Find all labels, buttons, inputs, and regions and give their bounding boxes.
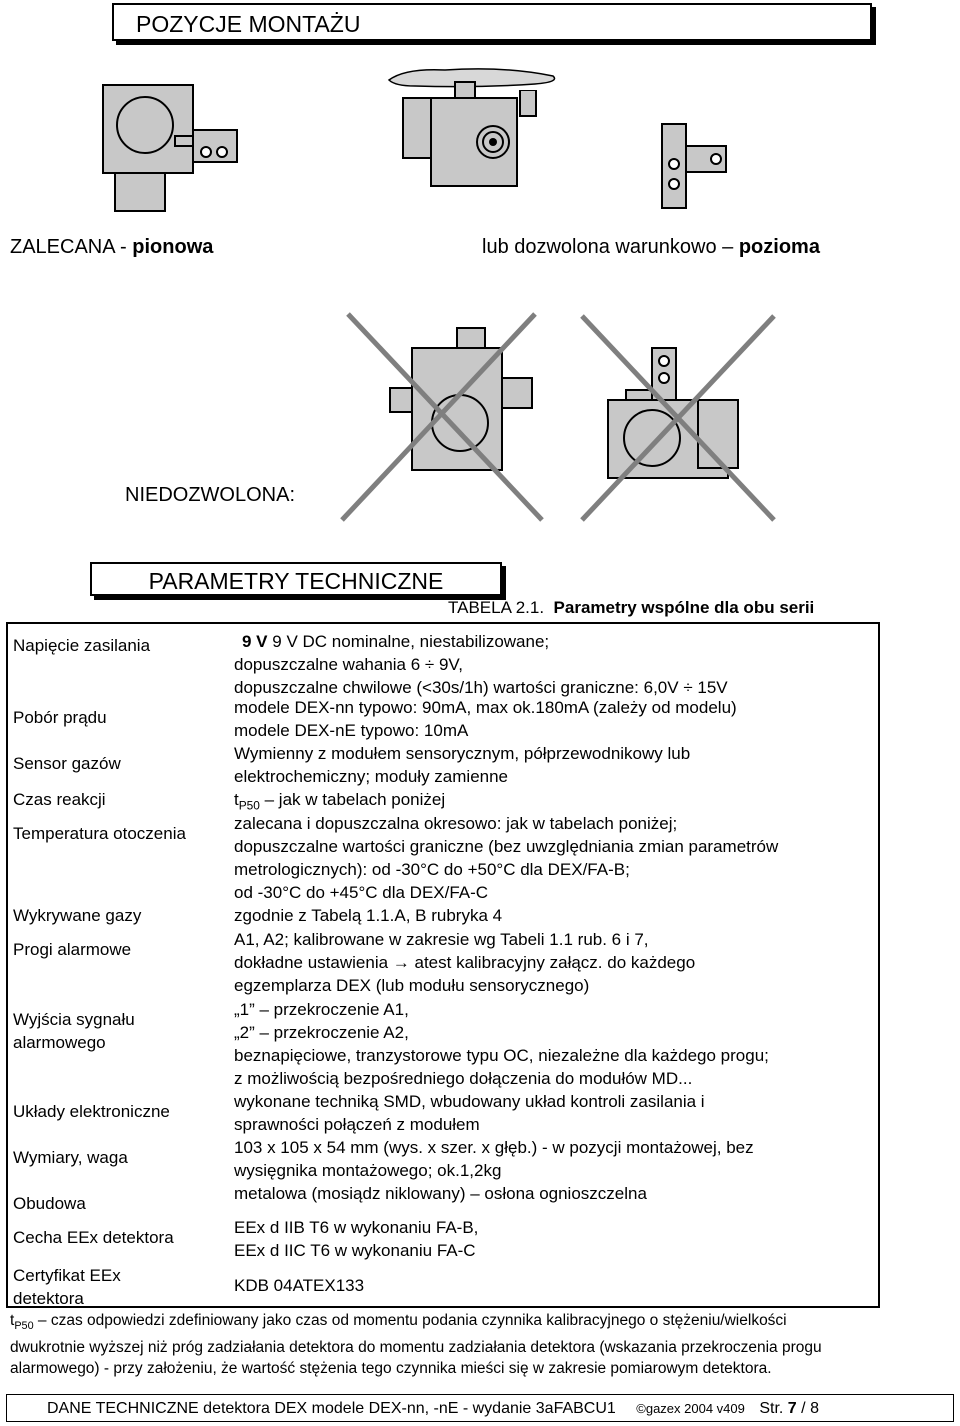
params-title: PARAMETRY TECHNICZNE [90, 562, 502, 596]
table-caption: TABELA 2.1. Parametry wspólne dla obu serii [448, 598, 815, 617]
page-title: POZYCJE MONTAŻU [112, 3, 872, 41]
detector-vertical-figure [95, 80, 240, 215]
recommended-label: ZALECANA - pionowa [10, 236, 214, 258]
params-table: Napięcie zasilania 9 V 9 V DC nominalne, niestabilizowane; dopuszczalne wahania 6 ÷ 9V, dopuszczalne chwilowe (<30s/1h) wartości graniczne: 6,0V ÷ 15V Pobór prądu modele DEX-nn typowo: 90mA, max ok.180mA (zależy od modelu) modele DEX-nE typowo: 10mA Sensor gazów Wymienny z modułem sensorycznym, półprzewodnikowy lub elektrochemiczny; moduły zamienne Czas reakcji $t_{P50}$ – jak w tabelach poniżej Temperatura otoczenia zalecana i dopuszczalna okresowo: jak w tabelach poniżej; dopuszczalne wartości graniczne (bez uwzględniania zmian parametrów metrologicznych): od -30°C do +50°C dla DEX/FA-B; od -30°C do +45°C dla DEX/FA-C Wykrywane gazy zgodnie z Tabelą 1.1.A, B rubryka 4 Progi alarmowe A1, A2; kalibrowane w zakresie wg Tabeli 1.1 rub. 6 i 7, dokładne ustawienia → atest kalibracyjny załącz. do każdego egzemplarza DEX (lub modułu sensorycznego) Wyjścia sygnału alarmowego „1” – przekroczenie A1, „2” – przekroczenie A2, beznapięciowe, tranzystorowe typu OC, niezależne dla każdego progu; z możliwością bezpośredniego dołączenia do modułów MD... Układy elektroniczne wykonane techniką SMD, wbudowany układ kontroli zasilania i sprawności połączeń z modułem Wymiary, waga 103 x 105 x 54 mm (wys. x szer. x głęb.) - w pozycji montażowej, bez wysięgnika montażowego; ok.1,2kg Obudowa metalowa (mosiądz niklowany) – osłona ognioszczelna Cecha EEx detektora EEx d IIB T6 w wykonaniu FA-B, EEx d IIC T6 w wykonaniu FA-C Certyfikat EEx detektora KDB 04ATEX133 [6, 622, 880, 1308]
forbidden-position-right-figure [568, 308, 788, 528]
page-footer: DANE TECHNICZNE detektora DEX modele DEX-nn, -nE - wydanie 3aFABCU1 ©gazex 2004 v409 Str. 7 / 8 [6, 1394, 954, 1422]
detector-horizontal-figure [385, 62, 585, 212]
footnote: $t_{P50}$ – czas odpowiedzi zdefiniowany jako czas od momentu podania czynnika kalibracyjnego o stężeniu/wielkości dwukrotnie wyższej niż próg zadziałania detektora do momentu zadziałania detektora (wskazania przekroczenia progu alarmowego) - przy założeniu, że wartość stężenia tego czynnika mieści się w zakresie pomiarowym detektora. [10, 1312, 822, 1378]
forbidden-position-left-figure [330, 308, 560, 528]
bracket-top-icon [518, 90, 538, 120]
mounting-bracket-figure [660, 122, 730, 212]
allowed-label: lub dozwolona warunkowo – pozioma [482, 236, 820, 258]
forbidden-label: NIEDOZWOLONA: [125, 484, 296, 506]
